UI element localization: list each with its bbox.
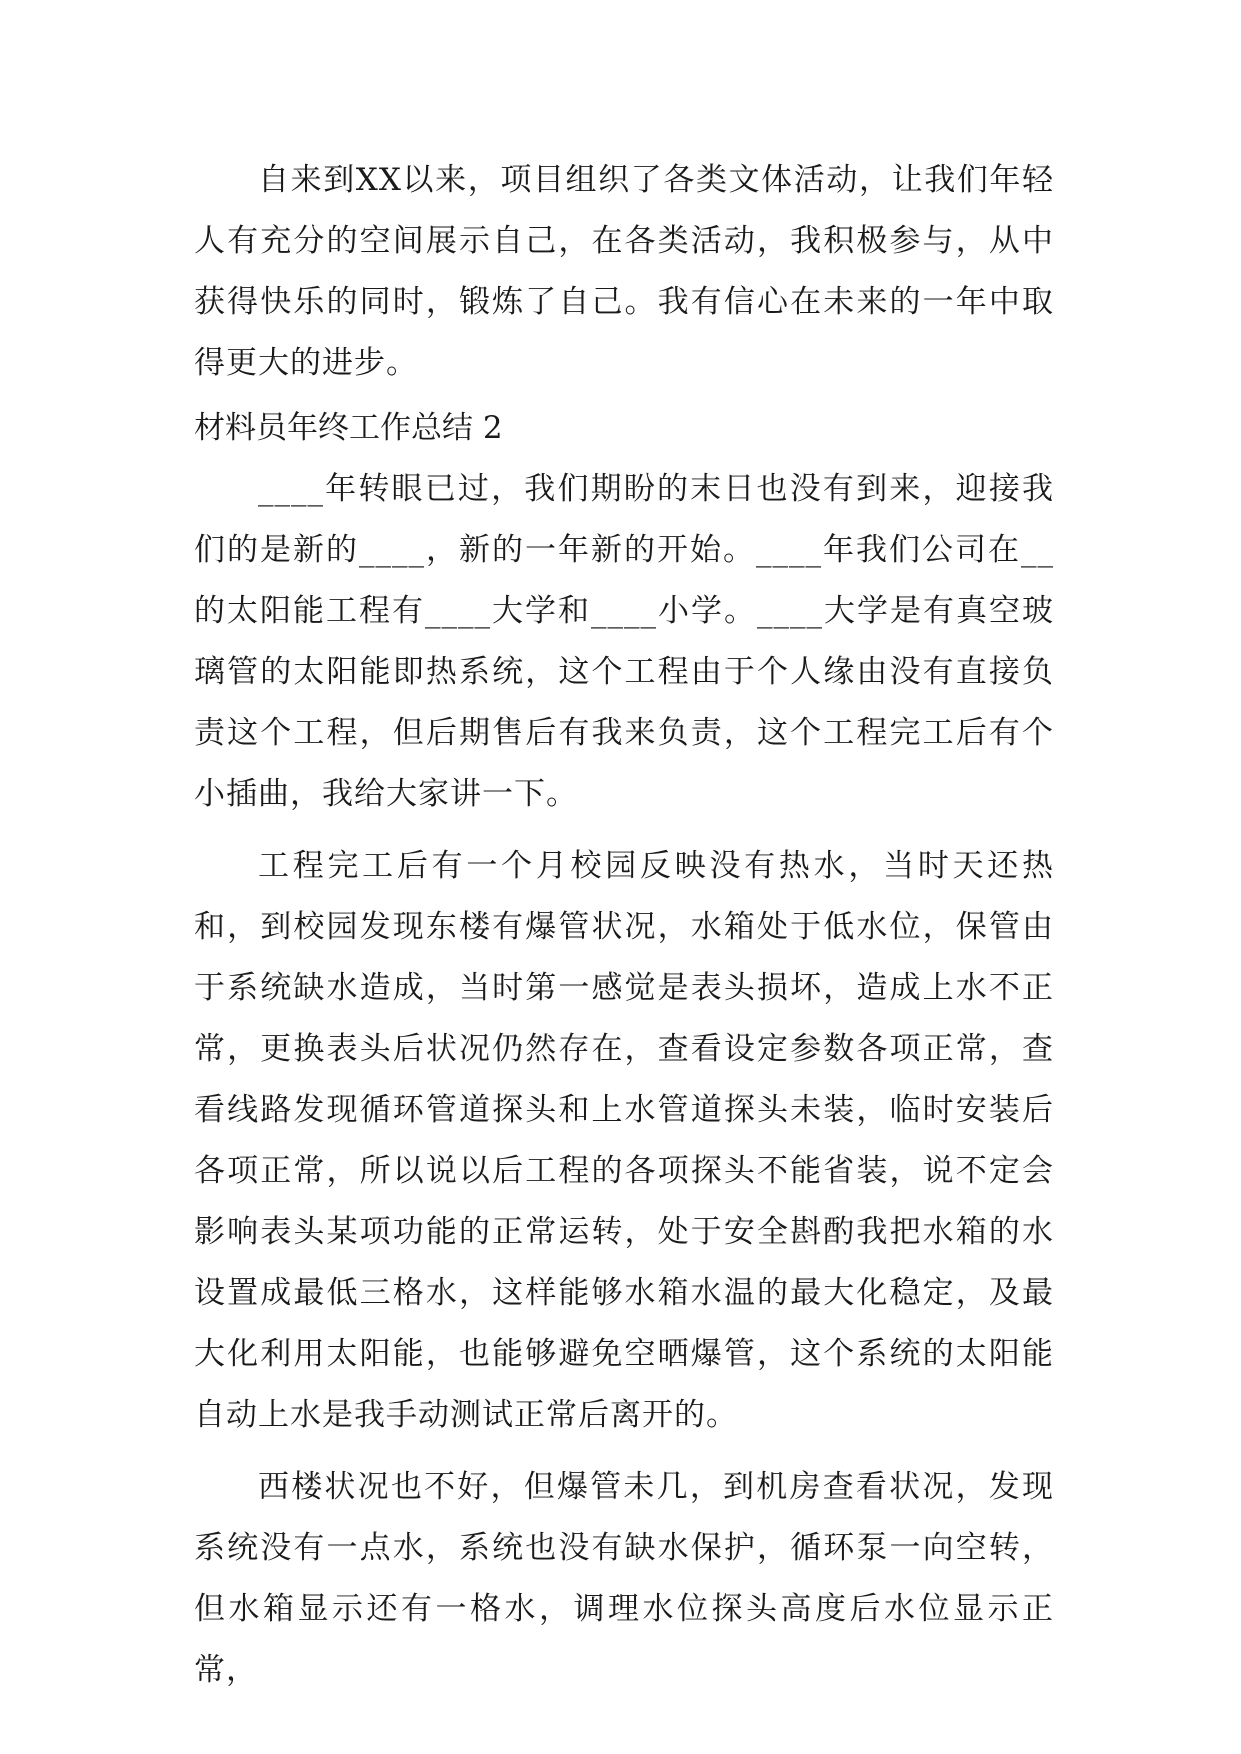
paragraph-west-building: 西楼状况也不好，但爆管未几，到机房查看状况，发现系统没有一点水，系统也没有缺水保护，循环泵一向空转，但水箱显示还有一格水，调理水位探头高度后水位显示正常，	[194, 1469, 1054, 1688]
paragraph-east-building: 工程完工后有一个月校园反映没有热水，当时天还热和，到校园发现东楼有爆管状况，水箱处于低水位，保管由于系统缺水造成，当时第一感觉是表头损坏，造成上水不正常，更换表头后状况仍然存在，查看设定参数各项正常，查看线路发现循环管道探头和上水管道探头未装，临时安装后各项正常，所以说以后工程的各项探头不能省装，说不定会影响表头某项功能的正常运转，处于安全斟酌我把水箱的水设置成最低三格水，这样能够水箱水温的最大化稳定，及最大化利用太阳能，也能够避免空晒爆管，这个系统的太阳能自动上水是我手动测试正常后离开的。	[194, 848, 1054, 1433]
section-heading: 材料员年终工作总结 2	[194, 410, 503, 446]
paragraph-activities: 自来到XX以来，项目组织了各类文体活动，让我们年轻人有充分的空间展示自己，在各类活动，我积极参与，从中获得快乐的同时，锻炼了自己。我有信心在未来的一年中取得更大的进步。	[194, 162, 1054, 381]
paragraph-intro: ____年转眼已过，我们期盼的末日也没有到来，迎接我们的是新的____，新的一年新的开始。____年我们公司在__的太阳能工程有____大学和____小学。____大学是有真空玻璃管的太阳能即热系统，这个工程由于个人缘由没有直接负责这个工程，但后期售后有我来负责，这个工程完工后有个小插曲，我给大家讲一下。	[194, 471, 1054, 812]
document-body	[194, 150, 1054, 1712]
